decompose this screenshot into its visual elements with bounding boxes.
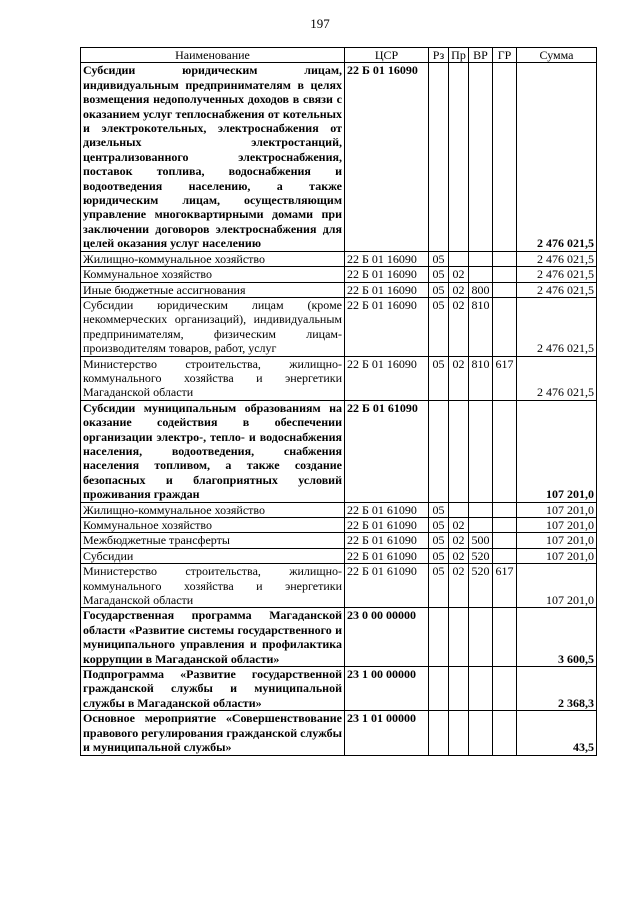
table-row [81,400,597,502]
header-csr: ЦСР [345,48,429,63]
row-pr: 02 [449,282,469,297]
row-rz [429,63,449,251]
header-sum: Сумма [517,48,597,63]
row-csr: 22 Б 01 61090 [345,400,429,502]
row-gr [493,518,517,533]
row-rz: 05 [429,251,449,266]
row-pr: 02 [449,297,469,356]
row-name: Субсидии юридическим лицам (кроме некоммерческих организаций), индивидуальным предпринимателям, физическим лицам-производителям товаров, работ, услуг [81,297,345,356]
header-gr: ГР [493,48,517,63]
row-name: Субсидии юридическим лицам, индивидуальным предпринимателям в целях возмещения недополученных доходов в связи с оказанием услуг теплоснабжения от котельных и электрокотельных, электроснабжения от дизельных электростанций, централизованного электроснабжения, поставок топлива, водоснабжения и водоотведения населению, а также юридическим лицам, осуществляющим управление многоквартирными домами при заключении договоров электроснабжения для целей оказания услуг населению [81,63,345,251]
row-rz [429,711,449,755]
table-row [81,356,597,400]
row-rz: 05 [429,502,449,517]
row-csr: 22 Б 01 61090 [345,548,429,563]
row-csr: 22 Б 01 61090 [345,564,429,608]
row-vr [469,502,493,517]
row-vr: 500 [469,533,493,548]
table-row [81,297,597,356]
row-gr [493,548,517,563]
row-vr [469,63,493,251]
row-csr: 22 Б 01 16090 [345,251,429,266]
header-vr: ВР [469,48,493,63]
row-name: Коммунальное хозяйство [81,518,345,533]
row-vr [469,251,493,266]
row-name: Коммунальное хозяйство [81,267,345,282]
row-sum: 2 476 021,5 [517,297,597,356]
row-gr [493,502,517,517]
row-sum: 2 476 021,5 [517,63,597,251]
row-csr: 22 Б 01 16090 [345,297,429,356]
header-rz: Рз [429,48,449,63]
row-sum: 107 201,0 [517,502,597,517]
row-vr [469,267,493,282]
table-row [81,251,597,266]
header-row [81,48,597,63]
row-name: Государственная программа Магаданской области «Развитие системы государственного и муниципального управления и профилактика коррупции в Магаданской области» [81,608,345,667]
row-rz: 05 [429,356,449,400]
row-rz: 05 [429,564,449,608]
row-pr: 02 [449,564,469,608]
row-pr: 02 [449,533,469,548]
page-number: 197 [310,16,330,31]
row-rz: 05 [429,548,449,563]
header-pr: Пр [449,48,469,63]
row-sum: 107 201,0 [517,564,597,608]
row-vr [469,400,493,502]
row-gr [493,533,517,548]
row-name: Субсидии муниципальным образованиям на оказание содействия в обеспечении организации электро-, тепло- и водоснабжения населения, водоотведения, снабжения населения топливом, а также создание безопасных и благоприятных условий проживания граждан [81,400,345,502]
row-pr [449,251,469,266]
table-row [81,548,597,563]
row-gr: 617 [493,356,517,400]
row-csr: 23 0 00 00000 [345,608,429,667]
row-name: Основное мероприятие «Совершенствование правового регулирования гражданской службы и муниципальной службы» [81,711,345,755]
row-sum: 2 476 021,5 [517,356,597,400]
row-gr [493,400,517,502]
row-pr: 02 [449,356,469,400]
row-vr [469,608,493,667]
row-rz [429,667,449,711]
row-gr [493,63,517,251]
table-row [81,502,597,517]
budget-table [80,47,597,756]
row-pr: 02 [449,518,469,533]
row-name: Министерство строительства, жилищно-коммунального хозяйства и энергетики Магаданской области [81,564,345,608]
row-name: Жилищно-коммунальное хозяйство [81,251,345,266]
row-vr [469,711,493,755]
row-vr [469,518,493,533]
row-csr: 22 Б 01 16090 [345,267,429,282]
table-row [81,533,597,548]
row-gr [493,267,517,282]
row-vr: 520 [469,564,493,608]
row-rz [429,608,449,667]
row-pr [449,400,469,502]
row-pr: 02 [449,267,469,282]
row-gr [493,667,517,711]
table-row [81,282,597,297]
row-name: Межбюджетные трансферты [81,533,345,548]
row-csr: 22 Б 01 16090 [345,63,429,251]
row-sum: 2 368,3 [517,667,597,711]
row-csr: 22 Б 01 61090 [345,502,429,517]
row-sum: 2 476 021,5 [517,282,597,297]
row-vr: 800 [469,282,493,297]
row-rz: 05 [429,518,449,533]
row-name: Министерство строительства, жилищно-коммунального хозяйства и энергетики Магаданской области [81,356,345,400]
table-row [81,608,597,667]
row-gr [493,608,517,667]
table-row [81,711,597,755]
row-sum: 2 476 021,5 [517,267,597,282]
row-rz: 05 [429,267,449,282]
row-rz [429,400,449,502]
row-pr [449,608,469,667]
row-rz: 05 [429,297,449,356]
row-sum: 3 600,5 [517,608,597,667]
row-name: Субсидии [81,548,345,563]
table-row [81,667,597,711]
row-gr [493,282,517,297]
row-csr: 22 Б 01 61090 [345,533,429,548]
row-rz: 05 [429,533,449,548]
row-gr [493,251,517,266]
row-pr: 02 [449,548,469,563]
row-gr [493,297,517,356]
row-sum: 107 201,0 [517,518,597,533]
table-row [81,267,597,282]
row-name: Иные бюджетные ассигнования [81,282,345,297]
row-sum: 107 201,0 [517,533,597,548]
row-sum: 43,5 [517,711,597,755]
row-sum: 107 201,0 [517,400,597,502]
row-name: Подпрограмма «Развитие государственной гражданской службы и муниципальной службы в Магаданской области» [81,667,345,711]
table-row [81,518,597,533]
row-csr: 23 1 00 00000 [345,667,429,711]
row-pr [449,502,469,517]
row-csr: 22 Б 01 61090 [345,518,429,533]
header-name: Наименование [81,48,345,63]
row-vr: 520 [469,548,493,563]
row-name: Жилищно-коммунальное хозяйство [81,502,345,517]
row-pr [449,63,469,251]
row-rz: 05 [429,282,449,297]
row-csr: 22 Б 01 16090 [345,356,429,400]
row-gr [493,711,517,755]
row-csr: 23 1 01 00000 [345,711,429,755]
row-vr: 810 [469,356,493,400]
row-vr: 810 [469,297,493,356]
table-row [81,564,597,608]
row-sum: 2 476 021,5 [517,251,597,266]
table-row [81,63,597,251]
row-sum: 107 201,0 [517,548,597,563]
row-gr: 617 [493,564,517,608]
row-pr [449,667,469,711]
row-vr [469,667,493,711]
row-csr: 22 Б 01 16090 [345,282,429,297]
row-pr [449,711,469,755]
